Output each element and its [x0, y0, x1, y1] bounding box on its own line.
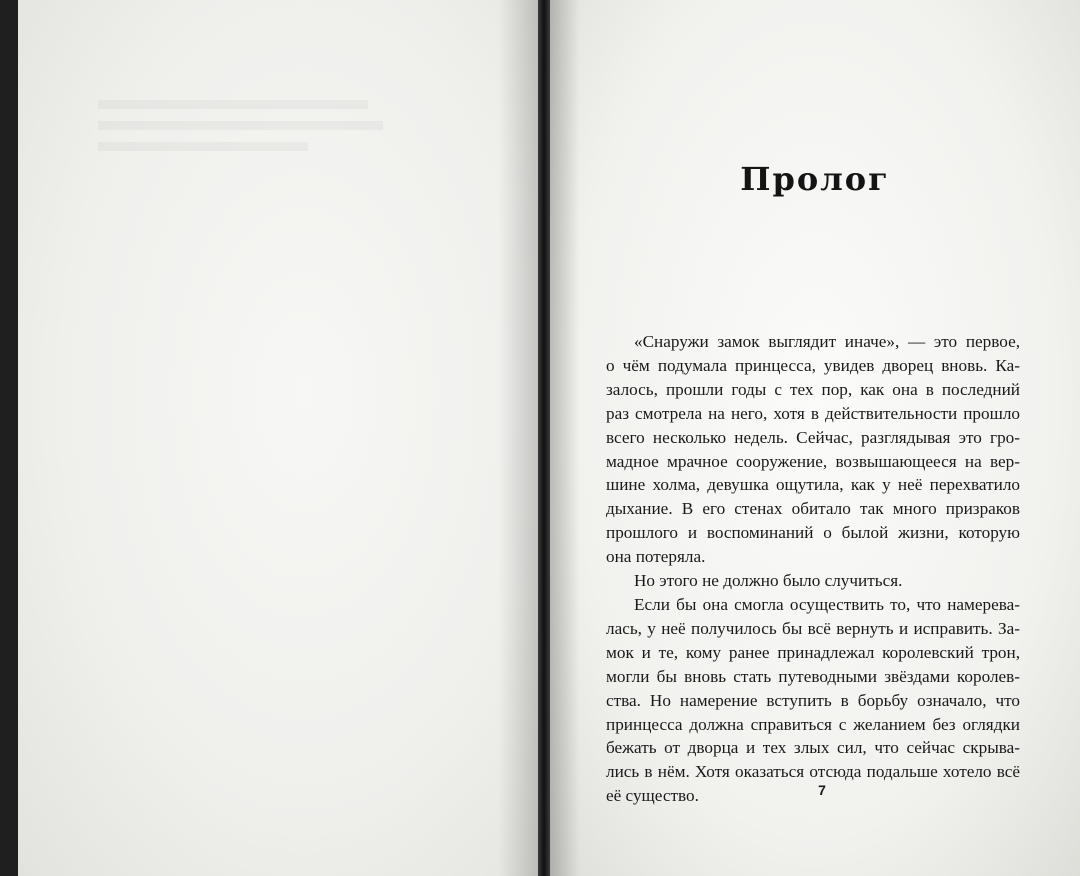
text-line: Если бы она смогла осуществить то, что намерева- — [634, 594, 1020, 614]
text-line: она потеряла. — [606, 547, 706, 567]
text-line: прошлого и воспоминаний о былой жизни, которую — [606, 523, 1020, 543]
text-line: всего несколько недель. Сейчас, разглядывая это гро- — [606, 427, 1020, 447]
chapter-body — [606, 330, 1020, 808]
text-line: раз смотрела на него, хотя в действительности прошло — [606, 403, 1020, 423]
chapter-title: Пролог — [740, 160, 890, 198]
right-page-gutter-shadow — [550, 0, 580, 876]
text-line: «Снаружи замок выглядит иначе», — это первое, — [634, 332, 1020, 351]
text-line: мок и те, кому ранее принадлежал королевский трон, — [606, 642, 1020, 662]
right-page — [550, 0, 1080, 876]
book-gutter — [538, 0, 550, 876]
text-line: о чём подумала принцесса, увидев дворец вновь. Ка- — [606, 355, 1020, 375]
text-line: залось, прошли годы с тех пор, как она в последний — [606, 379, 1020, 399]
text-line: мадное мрачное сооружение, возвышающееся на вер- — [606, 451, 1020, 471]
text-line: могли бы вновь стать путеводными звёздами королев- — [606, 666, 1020, 686]
text-line: лись в нём. Хотя оказаться отсюда подальше хотело всё — [606, 762, 1020, 782]
text-line: Но этого не должно было случиться. — [634, 571, 903, 591]
text-line: ства. Но намерение вступить в борьбу означало, что — [606, 690, 1020, 710]
left-page-gutter-shadow — [498, 0, 538, 876]
left-page — [18, 0, 538, 876]
show-through-text — [98, 100, 398, 163]
text-line: шине холма, девушка ощутила, как у неё перехватило — [606, 475, 1020, 495]
text-line: её существо. — [606, 786, 699, 806]
text-line: бежать от дворца и тех злых сил, что сейчас скрыва- — [606, 738, 1020, 758]
text-line: принцесса должна справиться с желанием без оглядки — [606, 714, 1020, 734]
text-line: лась, у неё получилось бы всё вернуть и исправить. За- — [606, 618, 1020, 638]
text-line: дыхание. В его стенах обитало так много призраков — [606, 499, 1020, 519]
page-number: 7 — [818, 782, 826, 798]
